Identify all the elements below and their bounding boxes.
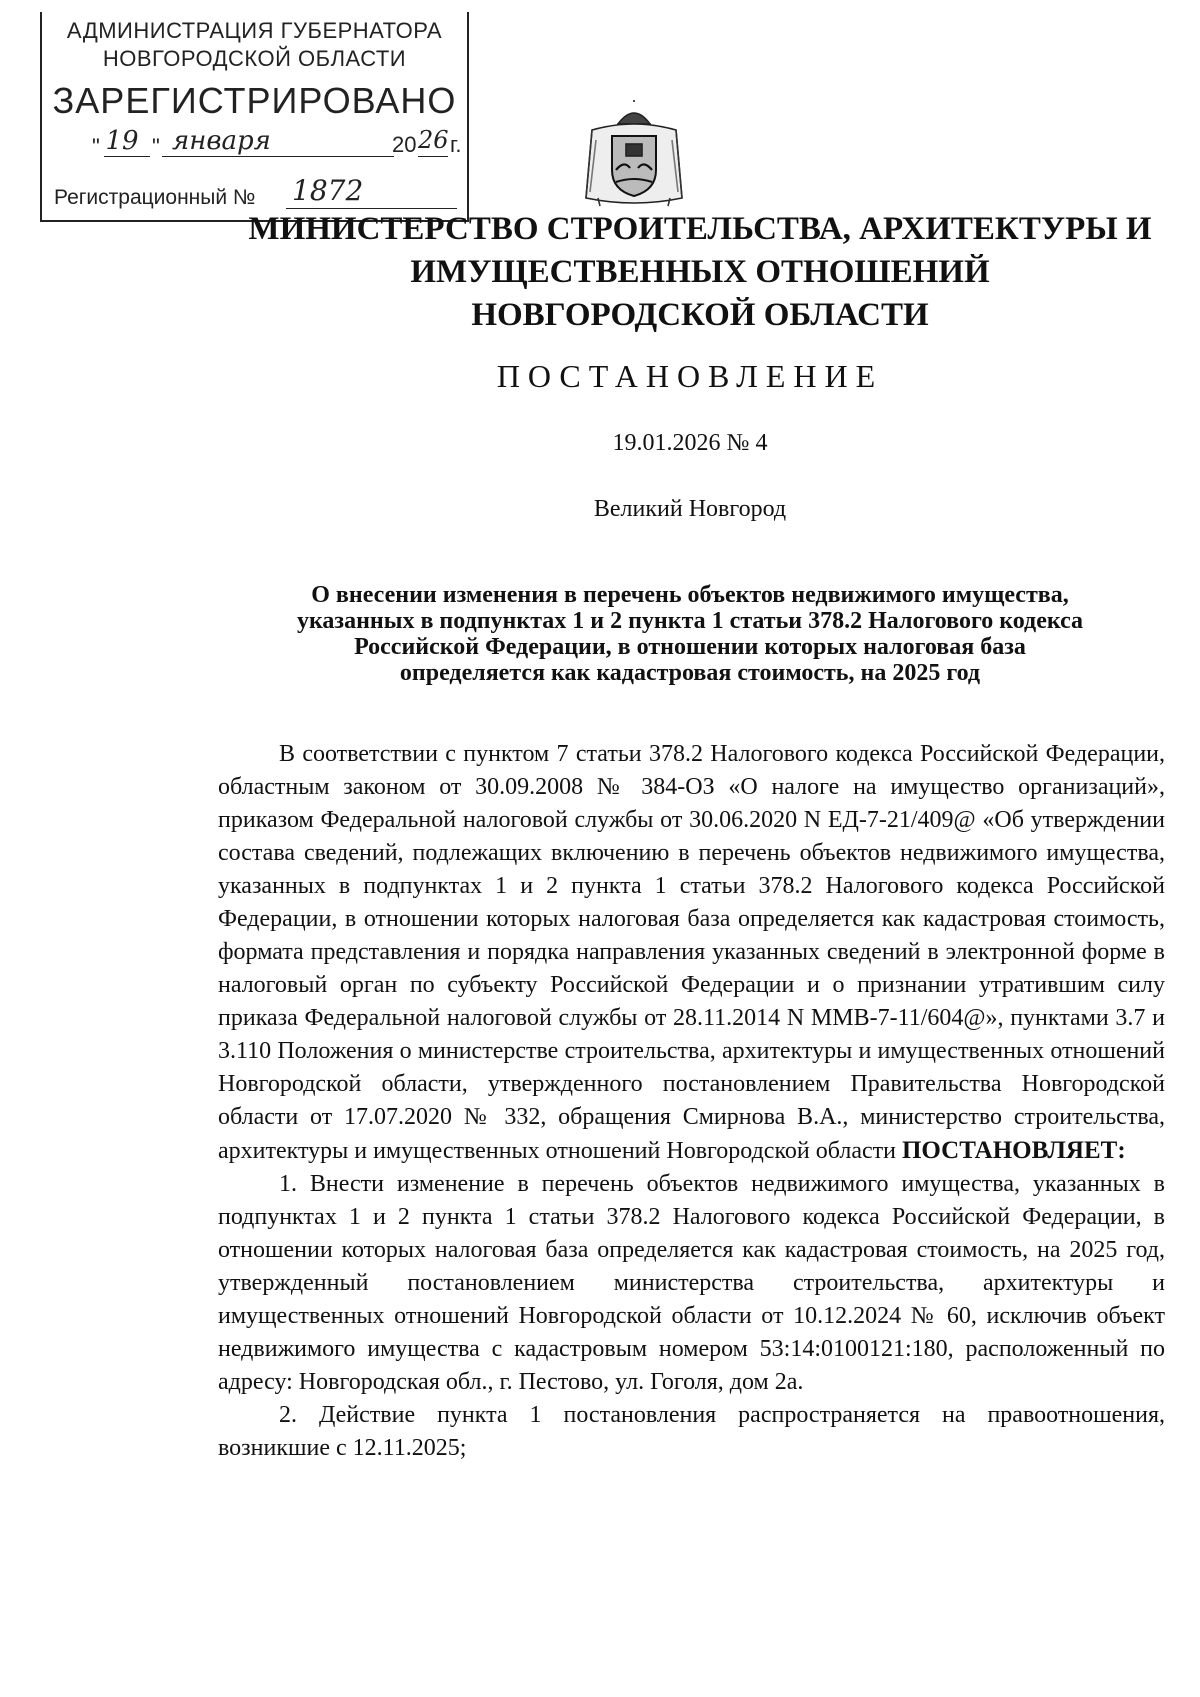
stamp-reg-label: Регистрационный № bbox=[54, 186, 256, 209]
ministry-title-line2: ИМУЩЕСТВЕННЫХ ОТНОШЕНИЙ bbox=[410, 254, 990, 290]
document-type: ПОСТАНОВЛЕНИЕ bbox=[496, 358, 884, 394]
stamp-year-prefix: 20 bbox=[392, 132, 417, 157]
document-subject bbox=[180, 582, 1200, 686]
subject-line1: О внесении изменения в перечень объектов недвижимого имущества, bbox=[311, 582, 1069, 608]
item-1-paragraph: 1. Внести изменение в перечень объектов недвижимого имущества, указанных в подпунктах 1 и 2 пункта 1 статьи 378.2 Налогового кодекса Российской Федерации, в отношении которых налоговая база определяется как кадастровая стоимость, на 2025 год, утвержденный постановлением министерства строительства, архитектуры и имущественных отношений Новгородской области от 10.12.2024 № 60, исключив объект недвижимого имущества с кадастровым номером 53:14:0100121:180, расположенный по адресу: Новгородская обл., г. Пестово, ул. Гоголя, дом 2а. bbox=[218, 1171, 1165, 1395]
stamp-quote-open: " bbox=[92, 134, 100, 159]
stamp-quote-close: " bbox=[152, 134, 160, 159]
registration-stamp bbox=[40, 12, 469, 222]
subject-line2: указанных в подпунктах 1 и 2 пункта 1 статьи 378.2 Налогового кодекса bbox=[296, 608, 1084, 634]
subject-line4: определяется как кадастровая стоимость, на 2025 год bbox=[399, 660, 981, 686]
preamble-paragraph bbox=[218, 738, 1165, 1168]
novgorod-coat-of-arms-icon bbox=[578, 100, 690, 210]
stamp-month: января bbox=[172, 126, 271, 156]
stamp-day-underline bbox=[104, 156, 150, 157]
stamp-year-suffix: 26 bbox=[418, 126, 449, 154]
stamp-day: 19 bbox=[105, 126, 139, 156]
stamp-year-unit: г. bbox=[450, 132, 462, 157]
ministry-title bbox=[150, 208, 1200, 337]
stamp-year-underline bbox=[418, 156, 448, 157]
subject-line3: Российской Федерации, в отношении которых налоговая база bbox=[354, 634, 1026, 660]
document-city: Великий Новгород bbox=[593, 496, 787, 522]
document-date-number: 19.01.2026 № 4 bbox=[612, 430, 768, 456]
document-body bbox=[218, 738, 1165, 1465]
ministry-title-line3: НОВГОРОДСКОЙ ОБЛАСТИ bbox=[471, 297, 929, 333]
stamp-org-line1: АДМИНИСТРАЦИЯ ГУБЕРНАТОРА bbox=[66, 18, 443, 43]
stamp-reg-number: 1872 bbox=[292, 174, 364, 207]
stamp-org-line2: НОВГОРОДСКОЙ ОБЛАСТИ bbox=[102, 46, 407, 71]
stamp-month-underline bbox=[162, 156, 394, 157]
ministry-title-line1: МИНИСТЕРСТВО СТРОИТЕЛЬСТВА, АРХИТЕКТУРЫ И bbox=[248, 211, 1152, 247]
item-2-paragraph: 2. Действие пункта 1 постановления распространяется на правоотношения, возникшие с 12.11.2025; bbox=[218, 1402, 1165, 1461]
resolves-keyword: ПОСТАНОВЛЯЕТ: bbox=[901, 1137, 1126, 1164]
stamp-registered-label: ЗАРЕГИСТРИРОВАНО bbox=[52, 80, 457, 121]
stamp-date bbox=[92, 126, 462, 162]
preamble-text: В соответствии с пунктом 7 статьи 378.2 Налогового кодекса Российской Федерации, областным законом от 30.09.2008 № 384-ОЗ «О налоге на имущество организаций», приказом Федеральной налоговой службы от 30.06.2020 N ЕД-7-21/409@ «Об утверждении состава сведений, подлежащих включению в перечень объектов недвижимого имущества, указанных в подпунктах 1 и 2 пункта 1 статьи 378.2 Налогового кодекса Российской Федерации, в отношении которых налоговая база определяется как кадастровая стоимость, формата представления и порядка направления указанных сведений в электронной форме в налоговый орган по субъекту Российской Федерации и о признании утратившим силу приказа Федеральной налоговой службы от 28.11.2014 N ММВ-7-11/604@», пунктами 3.7 и 3.110 Положения о министерстве строительства, архитектуры и имущественных отношений Новгородской области, утвержденного постановлением Правительства Новгородской области от 17.07.2020 № 332, обращения Смирнова В.А., министерство строительства, архитектуры и имущественных отношений Новгородской области bbox=[218, 741, 1165, 1164]
